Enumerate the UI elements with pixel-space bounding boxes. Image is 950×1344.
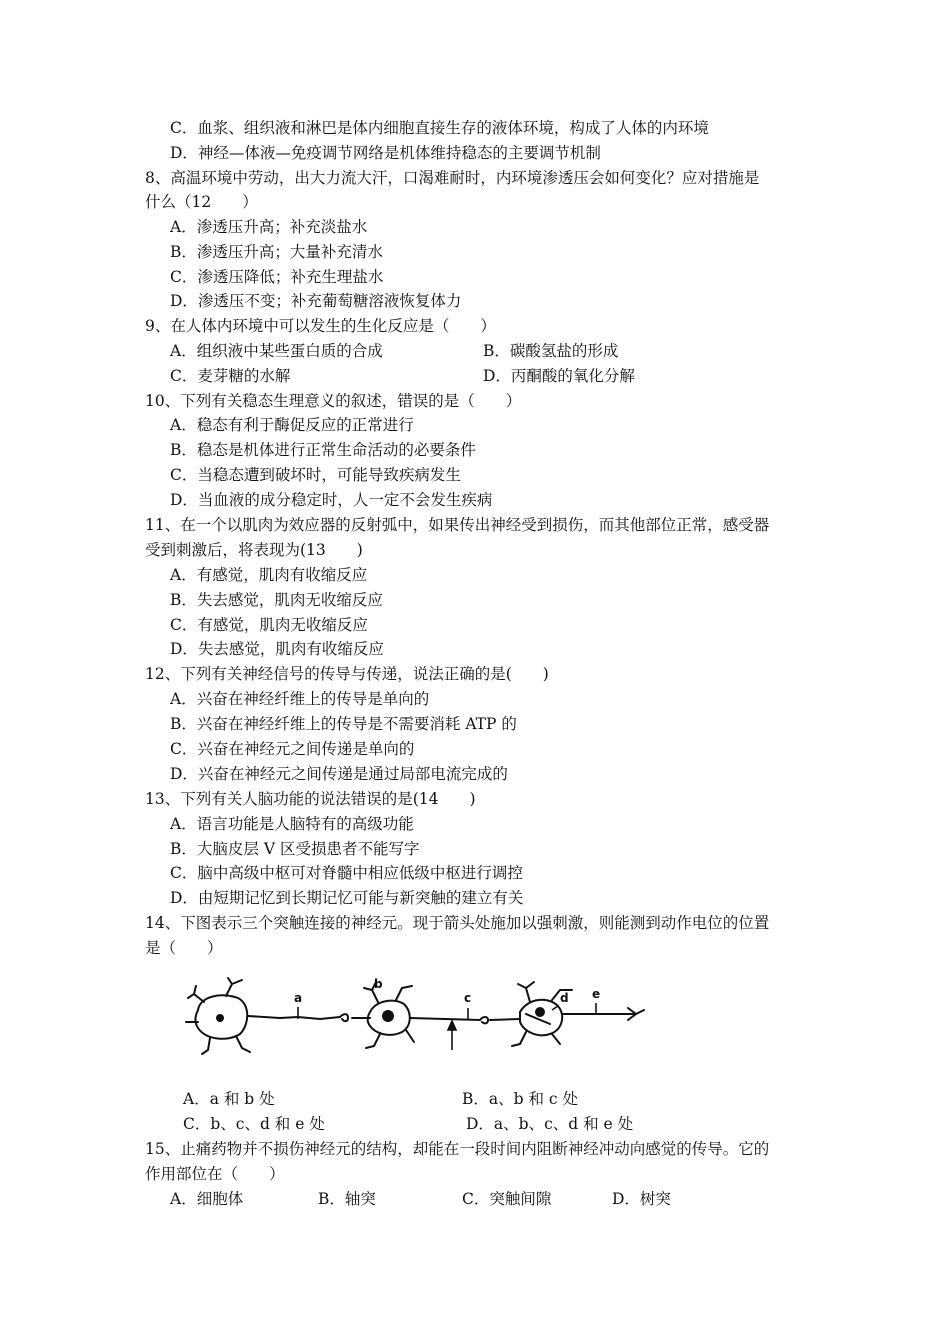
q13-option-a: A．语言功能是人脑特有的高级功能 <box>170 815 414 833</box>
neuron-1-nucleus <box>216 1014 224 1022</box>
point-d-marker <box>552 1006 558 1010</box>
q14-option-c: C．b、c、d 和 e 处 <box>183 1115 325 1133</box>
q12-option-b: B．兴奋在神经纤维上的传导是不需要消耗 ATP 的 <box>170 715 517 733</box>
q14-stem-line2: 是（ ） <box>145 939 223 957</box>
q10-option-b: B．稳态是机体进行正常生命活动的必要条件 <box>170 441 476 459</box>
neuron-1-axon-terminal <box>340 1014 348 1021</box>
q12-stem: 12、下列有关神经信号的传导与传递，说法正确的是( ) <box>145 665 549 683</box>
q14-option-a: A．a 和 b 处 <box>183 1090 275 1108</box>
q8-stem-line1: 8、高温环境中劳动，出大力流大汗，口渴难耐时，内环境渗透压会如何变化？应对措施是 <box>145 169 760 187</box>
q9-option-d: D．丙酮酸的氧化分解 <box>483 367 635 385</box>
q14-stem-line1: 14、下图表示三个突触连接的神经元。现于箭头处施加以强刺激，则能测到动作电位的位置 <box>145 914 770 932</box>
q7-option-c: C．血浆、组织液和淋巴是体内细胞直接生存的液体环境，构成了人体的内环境 <box>170 119 709 137</box>
figure-label-c: c <box>464 991 472 1005</box>
q11-stem-line1: 11、在一个以肌肉为效应器的反射弧中，如果传出神经受到损伤，而其他部位正常，感受器 <box>145 516 770 534</box>
q11-option-c: C．有感觉，肌肉无收缩反应 <box>170 616 368 634</box>
q11-option-b: B．失去感觉，肌肉无收缩反应 <box>170 591 383 609</box>
q10-option-d: D．当血液的成分稳定时，人一定不会发生疾病 <box>170 491 493 509</box>
q15-option-a: A．细胞体 <box>170 1190 244 1208</box>
q11-option-a: A．有感觉，肌肉有收缩反应 <box>170 566 368 584</box>
q15-stem-line2: 作用部位在（ ） <box>145 1165 285 1183</box>
q13-option-c: C．脑中高级中枢可对脊髓中相应低级中枢进行调控 <box>170 864 523 882</box>
figure-label-d: d <box>560 991 569 1005</box>
neuron-2-nucleus <box>382 1010 394 1022</box>
q14-option-d: D．a、b、c、d 和 e 处 <box>466 1115 634 1133</box>
q8-option-b: B．渗透压升高；大量补充清水 <box>170 243 383 261</box>
q9-option-c: C．麦芽糖的水解 <box>170 367 291 385</box>
q14-option-b: B．a、b 和 c 处 <box>462 1090 579 1108</box>
q15-option-d: D．树突 <box>612 1190 671 1208</box>
figure-label-e: e <box>592 987 601 1001</box>
q10-option-a: A．稳态有利于酶促反应的正常进行 <box>170 416 414 434</box>
q13-option-d: D．由短期记忆到长期记忆可能与新突触的建立有关 <box>170 889 524 907</box>
q10-option-c: C．当稳态遭到破坏时，可能导致疾病发生 <box>170 466 461 484</box>
stimulus-arrow-icon <box>448 1021 456 1050</box>
q12-option-d: D．兴奋在神经元之间传递是通过局部电流完成的 <box>170 765 508 783</box>
q8-option-c: C．渗透压降低；补充生理盐水 <box>170 268 384 286</box>
q12-option-c: C．兴奋在神经元之间传递是单向的 <box>170 740 415 758</box>
figure-label-b: b <box>374 977 383 991</box>
q10-stem: 10、下列有关稳态生理意义的叙述，错误的是（ ） <box>145 392 522 410</box>
q11-option-d: D．失去感觉，肌肉有收缩反应 <box>170 640 384 658</box>
q15-option-b: B．轴突 <box>318 1190 376 1208</box>
q8-option-a: A．渗透压升高；补充淡盐水 <box>170 218 368 236</box>
q13-option-b: B．大脑皮层 V 区受损患者不能写字 <box>170 840 420 858</box>
q7-option-d: D．神经—体液—免疫调节网络是机体维持稳态的主要调节机制 <box>170 144 601 162</box>
q8-option-d: D．渗透压不变；补充葡萄糖溶液恢复体力 <box>170 292 462 310</box>
q15-stem-line1: 15、止痛药物并不损伤神经元的结构，却能在一段时间内阻断神经冲动向感觉的传导。它的 <box>145 1140 770 1158</box>
q9-option-a: A．组织液中某些蛋白质的合成 <box>170 342 383 360</box>
q9-option-b: B．碳酸氢盐的形成 <box>483 342 619 360</box>
neuron-3-nucleus <box>535 1007 545 1017</box>
figure-label-a: a <box>294 991 303 1005</box>
three-neuron-synapse-figure <box>180 972 650 1062</box>
q11-stem-line2: 受到刺激后，将表现为(13 ) <box>145 541 363 559</box>
q12-option-a: A．兴奋在神经纤维上的传导是单向的 <box>170 690 430 708</box>
q15-option-c: C．突触间隙 <box>462 1190 552 1208</box>
neuron-1-cell-body <box>186 978 340 1054</box>
q8-stem-line2: 什么（12 ） <box>145 193 258 211</box>
neuron-2-axon-terminal <box>480 1017 488 1023</box>
q13-stem: 13、下列有关人脑功能的说法错误的是(14 ) <box>145 790 476 808</box>
q9-stem: 9、在人体内环境中可以发生的生化反应是（ ） <box>145 317 496 335</box>
neuron-2-cell-body <box>352 982 480 1048</box>
